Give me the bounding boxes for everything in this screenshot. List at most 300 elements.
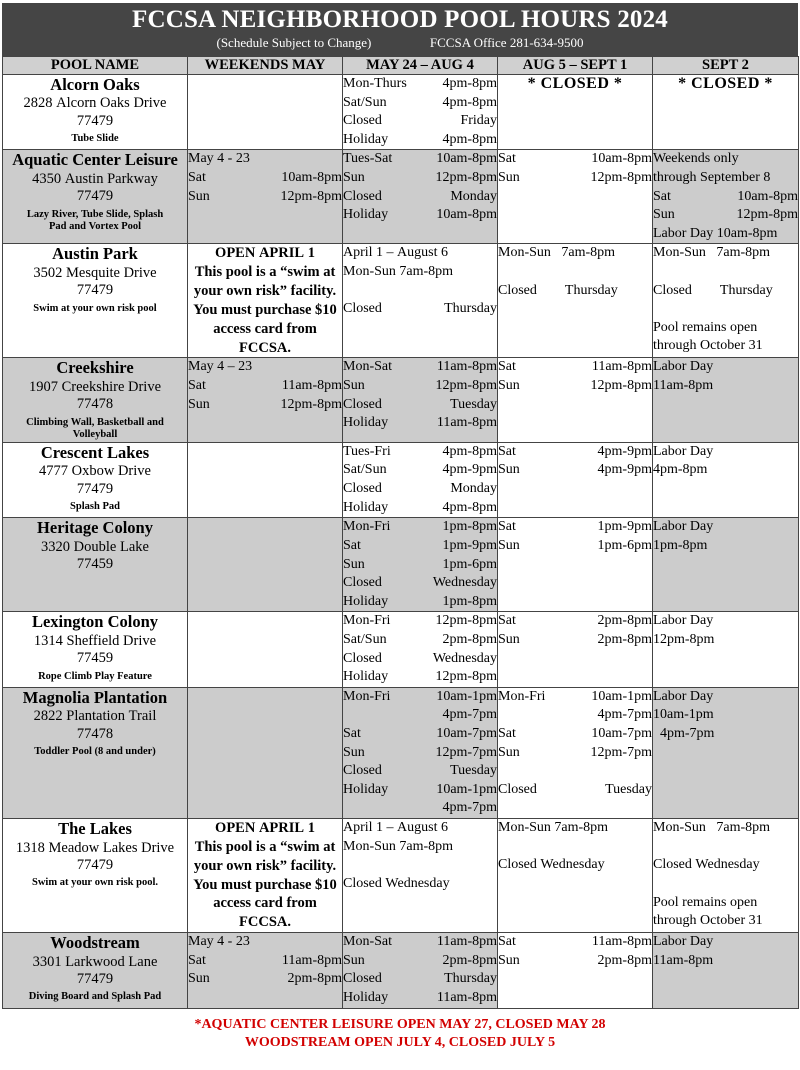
table-row	[3, 442, 799, 517]
hours-label: Mon-Sat	[343, 359, 392, 375]
pool-name-cell	[3, 612, 188, 687]
pool-schedule-table	[2, 56, 799, 1009]
may24-aug4-cell	[343, 150, 498, 244]
hours-line	[498, 150, 652, 169]
hours-label: Sat	[343, 726, 361, 742]
table-row	[3, 358, 799, 442]
hours-line: Closed Wednesday	[343, 875, 450, 891]
hours-line	[343, 358, 497, 377]
hours-value: 4pm-8pm	[442, 443, 497, 459]
hours-line: Mon-Sun 7am-8pm	[653, 820, 771, 836]
pool-name: The Lakes	[58, 819, 132, 839]
hours-value: 12pm-8pm	[590, 378, 652, 394]
hours-line	[498, 706, 652, 725]
weekends-may-cell	[188, 687, 343, 818]
hours-value: 1pm-6pm	[442, 556, 497, 572]
page-title: FCCSA NEIGHBORHOOD POOL HOURS 2024	[131, 6, 669, 33]
hours-line	[343, 377, 497, 396]
table-row	[3, 933, 799, 1008]
hours-value: 12pm-8pm	[435, 669, 497, 685]
hours-label: Sat	[188, 378, 206, 394]
hours-value: Thursday	[444, 971, 497, 987]
hours-value: Monday	[450, 481, 497, 497]
pool-name: Lexington Colony	[31, 612, 159, 632]
hours-label: Mon-Thurs	[343, 75, 407, 91]
hours-line	[343, 668, 497, 687]
hours-line: 10am-1pm	[653, 707, 714, 723]
hours-line	[343, 131, 497, 150]
hours-value: 2pm-8pm	[597, 631, 652, 647]
hours-label: Holiday	[343, 207, 389, 223]
pool-zip: 77479	[76, 480, 114, 497]
pool-name-cell	[3, 687, 188, 818]
hours-value: 1pm-9pm	[442, 537, 497, 553]
hours-line	[498, 744, 652, 763]
pool-address: 3301 Larkwood Lane	[32, 953, 158, 970]
column-header-may24-aug4: MAY 24 – AUG 4	[343, 56, 498, 74]
pool-name-cell	[3, 518, 188, 612]
hours-label: Mon-Fri	[343, 613, 391, 629]
hours-label: Holiday	[343, 669, 389, 685]
hours-value: 10am-7pm	[436, 726, 497, 742]
table-row	[3, 74, 799, 149]
pool-zip: 77479	[76, 970, 114, 987]
hours-line	[188, 169, 342, 188]
table-row	[3, 819, 799, 933]
may24-aug4-cell	[343, 74, 498, 149]
hours-value: 4pm-9pm	[442, 462, 497, 478]
hours-label: Holiday	[343, 781, 389, 797]
hours-label: Sun	[343, 744, 365, 760]
sept2-cell	[653, 612, 799, 687]
hours-label: Closed	[343, 396, 382, 412]
hours-line	[343, 952, 497, 971]
hours-value: 10am-8pm	[436, 151, 497, 167]
hours-label: Closed	[343, 188, 382, 204]
hours-line	[498, 518, 652, 537]
weekends-may-cell	[188, 518, 343, 612]
hours-line: Mon-Sun 7am-8pm	[498, 820, 609, 836]
sept2-cell	[653, 518, 799, 612]
hours-label: Tues-Fri	[343, 443, 391, 459]
hours-label: Sun	[498, 462, 520, 478]
hours-label: Sun	[188, 188, 210, 204]
hours-value: 4pm-8pm	[442, 75, 497, 91]
table-row	[3, 244, 799, 358]
table-body	[3, 74, 799, 1008]
table-row	[3, 612, 799, 687]
hours-value: Friday	[460, 113, 497, 129]
hours-label: Sun	[343, 556, 365, 572]
hours-line	[498, 358, 652, 377]
hours-line: Closed Wednesday	[498, 857, 605, 873]
aug5-sept1-cell	[498, 442, 653, 517]
pool-name-cell	[3, 150, 188, 244]
hours-value: Tuesday	[450, 396, 497, 412]
aug5-sept1-cell	[498, 244, 653, 358]
hours-line: May 4 - 23	[188, 934, 250, 950]
hours-value: 12pm-8pm	[435, 378, 497, 394]
may24-aug4-cell	[343, 518, 498, 612]
hours-line: 4pm-8pm	[653, 462, 708, 478]
spacer-line	[653, 300, 798, 319]
hours-line	[343, 593, 497, 612]
pool-address: 3502 Mesquite Drive	[33, 264, 157, 281]
sept2-cell	[653, 244, 799, 358]
hours-line: 4pm-7pm	[653, 726, 715, 742]
pool-features: Diving Board and Splash Pad	[28, 991, 162, 1003]
hours-label: Sun	[343, 378, 365, 394]
hours-label: Sun	[188, 396, 210, 412]
hours-line: Mon-Sun 7am-8pm	[343, 838, 454, 854]
hours-line	[343, 461, 497, 480]
hours-line	[498, 725, 652, 744]
hours-line: through September 8	[653, 169, 771, 185]
pool-zip: 77479	[76, 856, 114, 873]
hours-value: Thursday	[444, 301, 497, 317]
spacer-line	[343, 856, 497, 875]
title-banner	[2, 3, 798, 56]
aug5-sept1-cell: * CLOSED *	[498, 74, 653, 149]
column-header-pool-name: POOL NAME	[3, 56, 188, 74]
hours-label: Sat	[498, 934, 516, 950]
hours-line	[653, 188, 798, 207]
pool-features: Swim at your own risk pool.	[31, 877, 158, 889]
hours-label: Closed	[343, 113, 382, 129]
pool-name: Alcorn Oaks	[50, 74, 140, 94]
hours-value: 10am-8pm	[737, 188, 798, 204]
notice-heading: OPEN APRIL 1	[215, 820, 315, 837]
hours-label: Sun	[498, 631, 520, 647]
hours-value: 11am-8pm	[591, 934, 652, 950]
table-row	[3, 150, 799, 244]
weekends-may-cell	[188, 819, 343, 933]
hours-label: Sun	[498, 169, 520, 185]
pool-features: Splash Pad	[70, 501, 120, 513]
may24-aug4-cell	[343, 442, 498, 517]
may24-aug4-cell	[343, 244, 498, 358]
may24-aug4-cell	[343, 933, 498, 1008]
hours-value: 1pm-9pm	[597, 519, 652, 535]
column-header-weekends-may: WEEKENDS MAY	[188, 56, 343, 74]
pool-zip: 77479	[76, 282, 114, 299]
weekends-may-cell	[188, 612, 343, 687]
may24-aug4-cell	[343, 819, 498, 933]
hours-value: 11am-8pm	[436, 989, 497, 1005]
hours-line: Mon-Sun 7am-8pm	[343, 263, 454, 279]
pool-name-cell	[3, 442, 188, 517]
pool-name: Aquatic Center Leisure	[12, 150, 178, 170]
hours-line	[343, 414, 497, 433]
pool-features: Climbing Wall, Basketball and Volleyball	[26, 416, 164, 441]
hours-line	[188, 377, 342, 396]
hours-label: Sat/Sun	[343, 94, 387, 110]
hours-value: 12pm-8pm	[280, 188, 342, 204]
hours-label: Closed	[343, 301, 382, 317]
hours-value: 1pm-8pm	[442, 519, 497, 535]
hours-line	[343, 518, 497, 537]
aug5-sept1-cell	[498, 933, 653, 1008]
pool-name: Austin Park	[52, 244, 138, 264]
notice-heading: OPEN APRIL 1	[215, 245, 315, 262]
hours-value: 11am-8pm	[436, 934, 497, 950]
aug5-sept1-cell	[498, 687, 653, 818]
hours-line: Pool remains open	[653, 894, 758, 910]
spacer-line	[653, 263, 798, 282]
hours-line	[343, 725, 497, 744]
hours-line	[343, 150, 497, 169]
sept2-cell	[653, 933, 799, 1008]
pool-features: Toddler Pool (8 and under)	[34, 746, 156, 758]
weekends-may-cell	[188, 150, 343, 244]
hours-label: Sat	[498, 359, 516, 375]
hours-line: Closed Thursday	[653, 282, 773, 298]
hours-line	[498, 933, 652, 952]
hours-label: Mon-Fri	[498, 688, 546, 704]
hours-line: Labor Day	[653, 443, 714, 459]
hours-label: Sat	[498, 613, 516, 629]
pool-zip: 77478	[76, 725, 114, 742]
pool-name: Woodstream	[50, 933, 140, 953]
aug5-sept1-cell	[498, 612, 653, 687]
hours-line	[188, 396, 342, 415]
hours-line: through October 31	[653, 338, 763, 354]
spacer-line	[498, 762, 652, 781]
hours-line	[343, 970, 497, 989]
hours-label: Sun	[343, 169, 365, 185]
weekends-may-cell	[188, 933, 343, 1008]
hours-label: Sat/Sun	[343, 631, 387, 647]
spacer-line	[498, 838, 652, 857]
weekends-may-cell	[188, 74, 343, 149]
hours-label: Holiday	[343, 989, 389, 1005]
spacer-line	[343, 282, 497, 301]
pool-address: 1314 Sheffield Drive	[33, 632, 157, 649]
sept2-cell	[653, 442, 799, 517]
pool-name-cell	[3, 74, 188, 149]
pool-features: Rope Climb Play Feature	[38, 670, 152, 682]
may24-aug4-cell	[343, 358, 498, 442]
hours-value: 1pm-8pm	[442, 593, 497, 609]
footer-note-line-2: WOODSTREAM OPEN JULY 4, CLOSED JULY 5	[244, 1035, 556, 1051]
hours-value: 10am-1pm	[591, 688, 652, 704]
hours-label: Sat	[498, 519, 516, 535]
hours-value: 4pm-9pm	[597, 443, 652, 459]
hours-label: Holiday	[343, 131, 389, 147]
sept2-cell	[653, 687, 799, 818]
hours-line	[343, 188, 497, 207]
hours-line: Closed Thursday	[498, 282, 618, 298]
hours-line	[343, 206, 497, 225]
hours-line	[343, 650, 497, 669]
weekends-may-cell	[188, 358, 343, 442]
hours-label: Closed	[343, 971, 382, 987]
hours-line	[343, 443, 497, 462]
hours-line	[343, 574, 497, 593]
hours-value: 2pm-8pm	[287, 971, 342, 987]
hours-label: Sun	[653, 207, 675, 223]
pool-name: Heritage Colony	[37, 518, 153, 538]
pool-name-cell	[3, 933, 188, 1008]
hours-line	[343, 300, 497, 319]
hours-value: 12pm-8pm	[736, 207, 798, 223]
may24-aug4-cell	[343, 687, 498, 818]
hours-value: 12pm-8pm	[435, 169, 497, 185]
hours-line	[343, 631, 497, 650]
hours-value: 12pm-8pm	[435, 613, 497, 629]
hours-line	[343, 94, 497, 113]
hours-value: 4pm-8pm	[442, 131, 497, 147]
hours-label: Sat	[653, 188, 671, 204]
hours-value: 4pm-8pm	[442, 499, 497, 515]
hours-value: 2pm-8pm	[597, 952, 652, 968]
hours-label: Closed	[343, 650, 382, 666]
hours-line: Mon-Sun 7am-8pm	[498, 245, 616, 261]
sept2-cell	[653, 150, 799, 244]
hours-value: 11am-8pm	[591, 359, 652, 375]
hours-value: 10am-1pm	[436, 688, 497, 704]
hours-line: May 4 - 23	[188, 151, 250, 167]
hours-line	[498, 169, 652, 188]
sept2-cell	[653, 358, 799, 442]
hours-line: Labor Day 10am-8pm	[653, 225, 778, 241]
hours-line	[343, 480, 497, 499]
hours-line	[343, 556, 497, 575]
pool-address: 2822 Plantation Trail	[33, 708, 157, 725]
hours-value: 12pm-7pm	[435, 744, 497, 760]
hours-line: Labor Day	[653, 934, 714, 950]
hours-label: Sat	[498, 726, 516, 742]
spacer-line	[653, 875, 798, 894]
hours-line	[498, 952, 652, 971]
hours-line: Mon-Sun 7am-8pm	[653, 245, 771, 261]
column-header-sept2: SEPT 2	[653, 56, 799, 74]
weekends-may-cell	[188, 442, 343, 517]
hours-line	[343, 799, 497, 818]
hours-line	[343, 169, 497, 188]
hours-value: 4pm-9pm	[597, 462, 652, 478]
hours-value: 12pm-7pm	[590, 744, 652, 760]
notice-body: This pool is a “swim at your own risk” facility. You must purchase $10 access card from FCCSA.	[193, 264, 337, 356]
aug5-sept1-cell	[498, 819, 653, 933]
hours-value: 4pm-7pm	[442, 800, 497, 816]
hours-value: 2pm-8pm	[597, 613, 652, 629]
hours-line	[343, 396, 497, 415]
pool-name: Creekshire	[56, 358, 134, 378]
hours-label: Closed	[343, 575, 382, 591]
hours-line	[498, 461, 652, 480]
aug5-sept1-cell	[498, 518, 653, 612]
hours-value: 10am-1pm	[436, 781, 497, 797]
hours-label: Closed	[343, 763, 382, 779]
hours-line	[188, 970, 342, 989]
hours-label: Holiday	[343, 415, 389, 431]
pool-address: 3320 Double Lake	[41, 538, 149, 555]
table-row	[3, 518, 799, 612]
hours-line: 1pm-8pm	[653, 537, 708, 553]
hours-label: Sun	[188, 971, 210, 987]
hours-label: Closed	[498, 781, 537, 797]
hours-value: 2pm-8pm	[442, 631, 497, 647]
hours-line	[498, 781, 652, 800]
hours-value: 11am-8pm	[281, 952, 342, 968]
hours-line	[343, 744, 497, 763]
pool-zip: 77459	[76, 556, 114, 573]
hours-label: Sat/Sun	[343, 462, 387, 478]
hours-line	[343, 933, 497, 952]
hours-value: 11am-8pm	[436, 359, 497, 375]
hours-line	[343, 112, 497, 131]
hours-line	[343, 499, 497, 518]
hours-line: April 1 – August 6	[343, 820, 448, 836]
pool-name: Crescent Lakes	[40, 442, 150, 462]
hours-line: Pool remains open	[653, 319, 758, 335]
footer-notes	[2, 1016, 798, 1054]
hours-value: 12pm-8pm	[590, 169, 652, 185]
hours-line: Labor Day	[653, 519, 714, 535]
hours-value: 4pm-8pm	[442, 94, 497, 110]
hours-label: Sat	[498, 443, 516, 459]
hours-label: Holiday	[343, 499, 389, 515]
hours-line	[498, 537, 652, 556]
sept2-cell: * CLOSED *	[653, 74, 799, 149]
office-phone: FCCSA Office 281-634-9500	[429, 35, 584, 50]
hours-label: Sun	[498, 744, 520, 760]
hours-label: Mon-Sat	[343, 934, 392, 950]
hours-label: Closed	[343, 481, 382, 497]
hours-line	[343, 537, 497, 556]
pool-name-cell	[3, 358, 188, 442]
hours-line: April 1 – August 6	[343, 245, 448, 261]
hours-line: Labor Day	[653, 613, 714, 629]
hours-value: Wednesday	[432, 575, 497, 591]
hours-line	[498, 612, 652, 631]
pool-address: 1318 Meadow Lakes Drive	[15, 839, 175, 856]
hours-value: 10am-7pm	[591, 726, 652, 742]
hours-label: Sun	[498, 378, 520, 394]
pool-name-cell	[3, 819, 188, 933]
pool-address: 4350 Austin Parkway	[32, 170, 158, 187]
hours-value: 10am-8pm	[591, 151, 652, 167]
hours-line: Closed Wednesday	[653, 857, 760, 873]
table-header-row	[3, 56, 799, 74]
hours-value: 4pm-7pm	[597, 707, 652, 723]
notice-body: This pool is a “swim at your own risk” facility. You must purchase $10 access card from FCCSA.	[193, 838, 337, 931]
hours-value: Tuesday	[605, 781, 652, 797]
hours-line: through October 31	[653, 913, 763, 929]
hours-label: Sun	[498, 537, 520, 553]
hours-line	[188, 188, 342, 207]
hours-label: Sun	[498, 952, 520, 968]
hours-value: Monday	[450, 188, 497, 204]
hours-label: Tues-Sat	[343, 151, 393, 167]
hours-line: Labor Day	[653, 359, 714, 375]
hours-value: 11am-8pm	[436, 415, 497, 431]
pool-features: Swim at your own risk pool	[33, 302, 157, 314]
hours-line: 11am-8pm	[653, 378, 714, 394]
pool-address: 2828 Alcorn Oaks Drive	[23, 95, 167, 112]
hours-line	[653, 206, 798, 225]
hours-line	[498, 688, 652, 707]
pool-zip: 77479	[76, 112, 114, 129]
hours-line	[188, 952, 342, 971]
hours-label: Sun	[343, 952, 365, 968]
hours-value: 11am-8pm	[281, 378, 342, 394]
hours-value: 10am-8pm	[436, 207, 497, 223]
hours-line: Labor Day	[653, 688, 714, 704]
hours-label: Mon-Fri	[343, 519, 391, 535]
spacer-line	[498, 263, 652, 282]
